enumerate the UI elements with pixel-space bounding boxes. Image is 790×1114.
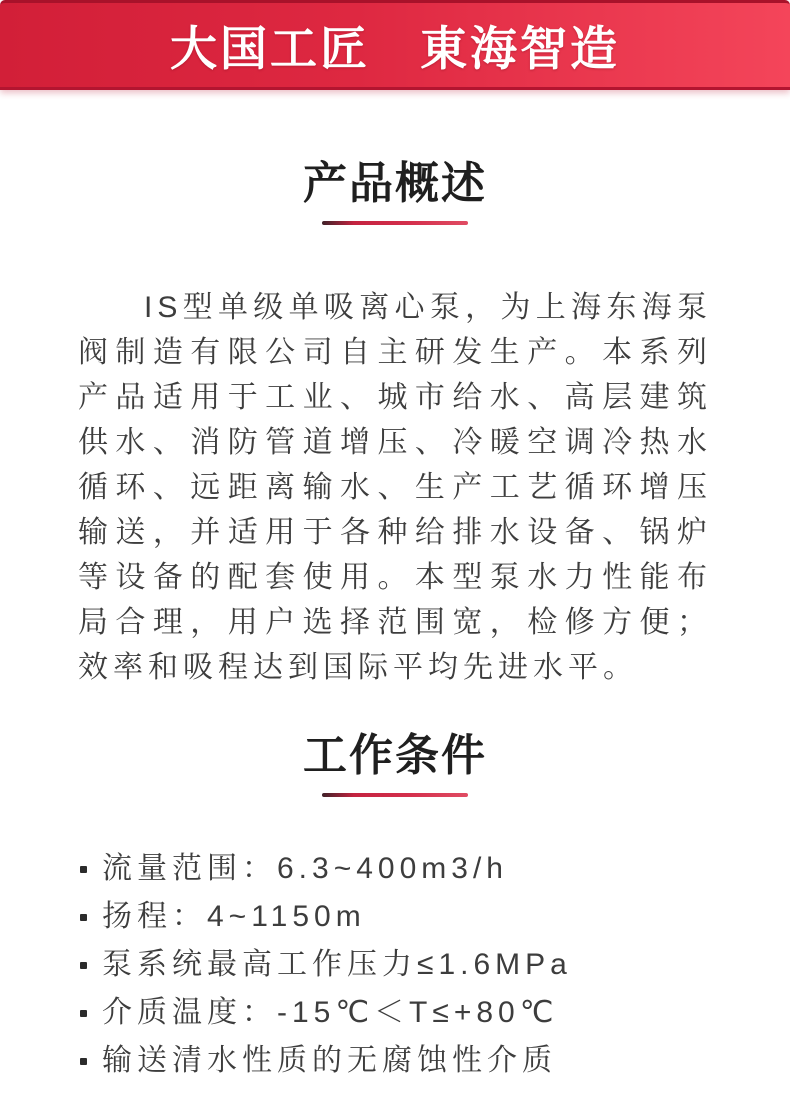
condition-item-text: 流量范围：6.3~400m3/h — [102, 852, 508, 885]
conditions-list — [78, 845, 790, 1085]
condition-item — [78, 893, 790, 941]
overview-section-header — [0, 90, 790, 225]
bullet-marker — [80, 1010, 87, 1017]
title-underline — [322, 221, 468, 225]
condition-item — [78, 989, 790, 1037]
brand-banner-title: 大国工匠 東海智造 — [170, 21, 620, 75]
bullet-marker — [80, 914, 87, 921]
overview-section-title: 产品概述 — [303, 159, 487, 208]
overview-paragraph — [78, 285, 712, 690]
overview-line: 效率和吸程达到国际平均先进水平。 — [78, 651, 638, 684]
condition-item-text: 扬程：4~1150m — [102, 900, 366, 933]
overview-line: 输送，并适用于各种给排水设备、锅炉 — [78, 516, 712, 549]
overview-line: IS型单级单吸离心泵，为上海东海泵 — [144, 291, 712, 324]
title-underline — [322, 793, 468, 797]
overview-line: 阀制造有限公司自主研发生产。本系列 — [78, 336, 712, 369]
bullet-marker — [80, 1058, 87, 1065]
bullet-marker — [80, 866, 87, 873]
overview-line: 局合理，用户选择范围宽，检修方便； — [78, 606, 712, 639]
overview-line: 供水、消防管道增压、冷暖空调冷热水 — [78, 426, 712, 459]
overview-line: 循环、远距离输水、生产工艺循环增压 — [78, 471, 712, 504]
conditions-section-title: 工作条件 — [303, 731, 487, 780]
condition-item-text: 输送清水性质的无腐蚀性介质 — [102, 1044, 557, 1077]
condition-item — [78, 1037, 790, 1085]
overview-line: 等设备的配套使用。本型泵水力性能布 — [78, 561, 712, 594]
condition-item — [78, 845, 790, 893]
condition-item — [78, 941, 790, 989]
brand-banner — [0, 0, 790, 90]
condition-item-text: 泵系统最高工作压力≤1.6MPa — [102, 948, 572, 981]
bullet-marker — [80, 962, 87, 969]
condition-item-text: 介质温度：-15℃＜T≤+80℃ — [102, 996, 559, 1029]
overview-line: 产品适用于工业、城市给水、高层建筑 — [78, 381, 712, 414]
conditions-section-header — [0, 690, 790, 797]
